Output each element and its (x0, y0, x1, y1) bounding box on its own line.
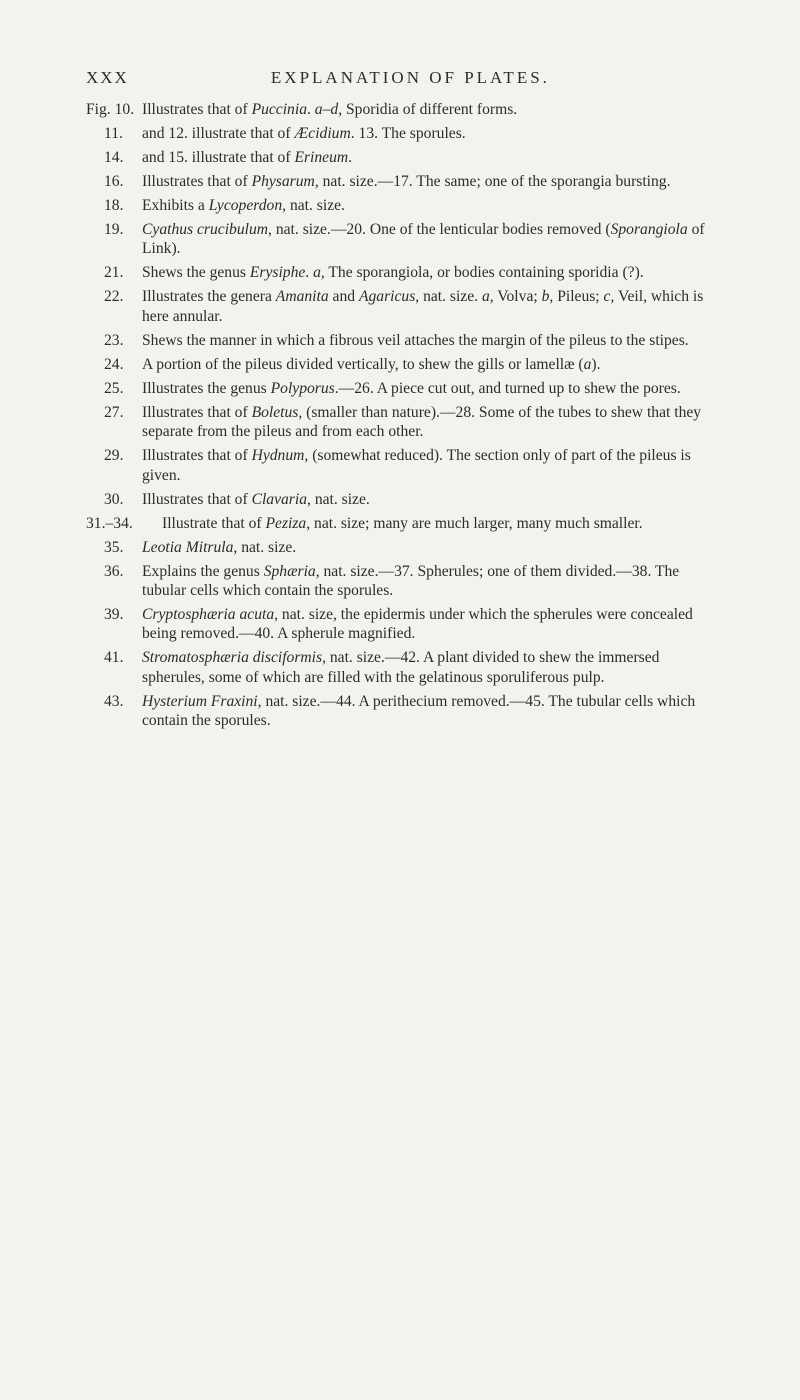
italic-term: a–d (314, 101, 339, 118)
figure-entry (86, 490, 722, 509)
figure-description (142, 220, 722, 259)
description-text: , (smaller than nature).—28. Some of the tubes to shew that they separate from the pileus and from each other. (142, 403, 702, 441)
figure-number (86, 124, 142, 143)
figure-entry (86, 648, 722, 687)
figure-number (86, 648, 142, 667)
italic-term: Hydnum (251, 447, 305, 465)
italic-term: Sphæria (263, 562, 316, 580)
figure-description (142, 490, 722, 509)
figure-number (86, 172, 142, 191)
figure-number-text: 21. (104, 264, 124, 282)
figure-description (142, 331, 722, 350)
italic-term: Clavaria (251, 490, 308, 508)
figure-description (142, 562, 722, 601)
figure-number-text: 23. (104, 331, 124, 349)
figure-number (86, 263, 142, 282)
description-text: , nat. size.—17. The same; one of the sporangia bursting. (314, 173, 671, 190)
figure-number-text: 10. (114, 101, 135, 118)
figure-entry (86, 446, 722, 485)
description-text: .—26. A piece cut out, and turned up to shew the pores. (334, 379, 681, 397)
figure-entry (86, 538, 722, 557)
description-text: , Volva; (489, 288, 542, 306)
italic-term: Cryptosphæria acuta (142, 606, 275, 624)
description-text: , (somewhat reduced). The section only of part of the pileus is given. (142, 447, 691, 484)
description-text: Shews the genus (142, 264, 250, 282)
figure-number-text: 16. (104, 173, 124, 190)
description-text: Illustrates that of (142, 490, 252, 508)
description-text: A portion of the pileus divided vertically, to shew the gills or lamellæ ( (142, 355, 584, 373)
page-number: XXX (86, 68, 129, 87)
description-text: Illustrate that of (162, 514, 266, 532)
italic-term: Sporangiola (610, 221, 688, 238)
figure-description (142, 403, 722, 442)
figure-number (86, 148, 142, 167)
figure-number-text: 43. (104, 692, 124, 710)
running-title: EXPLANATION OF PLATES. (270, 68, 550, 87)
figure-number-text: 19. (104, 221, 124, 238)
description-text: . (348, 149, 353, 166)
plate-explanations (86, 100, 722, 735)
figure-number (86, 446, 142, 465)
figure-number (86, 605, 142, 624)
figure-entry (86, 124, 722, 143)
running-header (86, 68, 722, 88)
figure-number (86, 220, 142, 239)
figure-number (86, 355, 142, 374)
figure-description (142, 538, 722, 557)
figure-entry (86, 514, 722, 533)
figure-number (86, 287, 142, 306)
description-text: Illustrates the genus (142, 379, 271, 397)
figure-number-text: 39. (104, 606, 124, 624)
figure-entry (86, 263, 722, 282)
figure-entry (86, 692, 722, 731)
italic-term: Peziza (265, 514, 307, 532)
italic-term: a (583, 355, 592, 373)
figure-number-text: 41. (104, 649, 124, 667)
figure-entry (86, 196, 722, 215)
figure-number (86, 379, 142, 398)
figure-number (86, 403, 142, 422)
figure-number-text: 14. (104, 149, 124, 166)
figure-description (142, 100, 722, 119)
figure-entry (86, 331, 722, 350)
description-text: . (305, 264, 314, 282)
figure-entry (86, 403, 722, 442)
figure-description (142, 692, 722, 731)
description-text: , nat. size.—42. A plant divided to shew the immersed spherules, some of which are filled with the gelatinous sporuliferous pulp. (142, 649, 660, 686)
description-text: , Veil, which is here annular. (142, 288, 704, 325)
italic-term: Amanita (275, 288, 329, 306)
description-text: , nat. size.—37. Spherules; one of them divided.—38. The tubular cells which contain the sporules. (142, 562, 680, 600)
figure-number-text: 31.–34. (86, 514, 133, 532)
description-text: and 15. illustrate that of (142, 149, 295, 166)
description-text: , nat. size.—20. One of the lenticular bodies removed ( (268, 221, 611, 238)
italic-term: a (481, 288, 490, 306)
figure-number-text: 22. (104, 288, 124, 306)
figure-number (86, 490, 142, 509)
description-text: Explains the genus (142, 562, 264, 580)
description-text: , Sporidia of different forms. (338, 101, 518, 118)
description-text: of Link). (142, 221, 705, 258)
figure-description (142, 446, 722, 485)
italic-term: Hysterium Fraxini (142, 692, 258, 710)
italic-term: Erysiphe (249, 264, 306, 282)
description-text: . 13. The sporules. (350, 125, 466, 142)
description-text: , nat. size.—44. A perithecium removed.—45. The tubular cells which contain the sporules. (142, 692, 696, 730)
description-text: , nat. size, the epidermis under which the spherules were concealed being removed.—40. A spherule magnified. (142, 606, 693, 643)
description-text: Exhibits a (142, 197, 209, 214)
figure-description (142, 196, 722, 215)
italic-term: Polyporus (270, 379, 335, 397)
figure-entry (86, 379, 722, 398)
description-text: , nat. size. (233, 538, 297, 556)
figure-entry (86, 148, 722, 167)
italic-term: a (313, 264, 321, 282)
figure-entry (86, 355, 722, 374)
description-text: Illustrates that of (142, 403, 252, 421)
figure-number-text: 11. (104, 125, 123, 142)
figure-number-text: 27. (104, 403, 124, 421)
italic-term: b (541, 288, 550, 306)
description-text: , nat. size. (282, 197, 345, 214)
figure-entry (86, 220, 722, 259)
figure-description (142, 263, 722, 282)
description-text: ). (591, 355, 601, 373)
figure-description (142, 287, 722, 326)
figure-number-text: 29. (104, 447, 124, 465)
description-text: Illustrates that of (142, 101, 252, 118)
figure-entry (86, 605, 722, 644)
figure-description (142, 172, 722, 191)
description-text: Illustrates that of (142, 173, 252, 190)
figure-number-text: 35. (104, 538, 124, 556)
italic-term: Agaricus (358, 288, 416, 306)
figure-number (86, 196, 142, 215)
italic-term: Cyathus crucibulum (142, 221, 269, 238)
figure-description (142, 355, 722, 374)
figure-description (142, 605, 722, 644)
italic-term: Physarum (251, 173, 315, 190)
italic-term: Stromatosphæria disciformis (142, 649, 323, 667)
figure-number-text: 25. (104, 379, 124, 397)
description-text: . (307, 101, 315, 118)
description-text: , nat. size. (307, 490, 370, 508)
description-text: Illustrates that of (142, 447, 252, 465)
figure-description (142, 648, 722, 687)
figure-entry (86, 172, 722, 191)
figure-number-text: 18. (104, 197, 124, 214)
description-text: and 12. illustrate that of (142, 125, 295, 142)
italic-term: Puccinia (251, 101, 307, 118)
figure-number (86, 562, 142, 581)
figure-entry (86, 287, 722, 326)
figure-entry (86, 562, 722, 601)
figure-description (142, 379, 722, 398)
italic-term: Erineum (294, 149, 349, 166)
figure-number (86, 514, 162, 533)
description-text: Illustrates the genera (142, 288, 276, 306)
italic-term: Leotia Mitrula (142, 538, 234, 556)
figure-number (86, 538, 142, 557)
figure-entry (86, 100, 722, 119)
italic-term: Æcidium (294, 125, 351, 142)
description-text: Shews the manner in which a fibrous veil attaches the margin of the pileus to the stipes. (142, 331, 689, 349)
italic-term: c (603, 288, 611, 306)
description-text: , nat. size; many are much larger, many much smaller. (306, 514, 643, 532)
italic-term: Boletus (251, 403, 299, 421)
description-text: , The sporangiola, or bodies containing sporidia (?). (320, 264, 644, 282)
figure-description (142, 148, 722, 167)
figure-number (86, 100, 142, 119)
description-text: , nat. size. (415, 288, 482, 306)
fig-label: Fig. (86, 101, 115, 118)
figure-number-text: 36. (104, 562, 124, 580)
figure-number-text: 24. (104, 355, 124, 373)
figure-description (142, 124, 722, 143)
figure-number (86, 331, 142, 350)
figure-number-text: 30. (104, 490, 124, 508)
figure-number (86, 692, 142, 711)
description-text: , Pileus; (549, 288, 604, 306)
figure-description (162, 514, 722, 533)
description-text: and (328, 288, 359, 306)
italic-term: Lycoperdon (208, 197, 283, 214)
